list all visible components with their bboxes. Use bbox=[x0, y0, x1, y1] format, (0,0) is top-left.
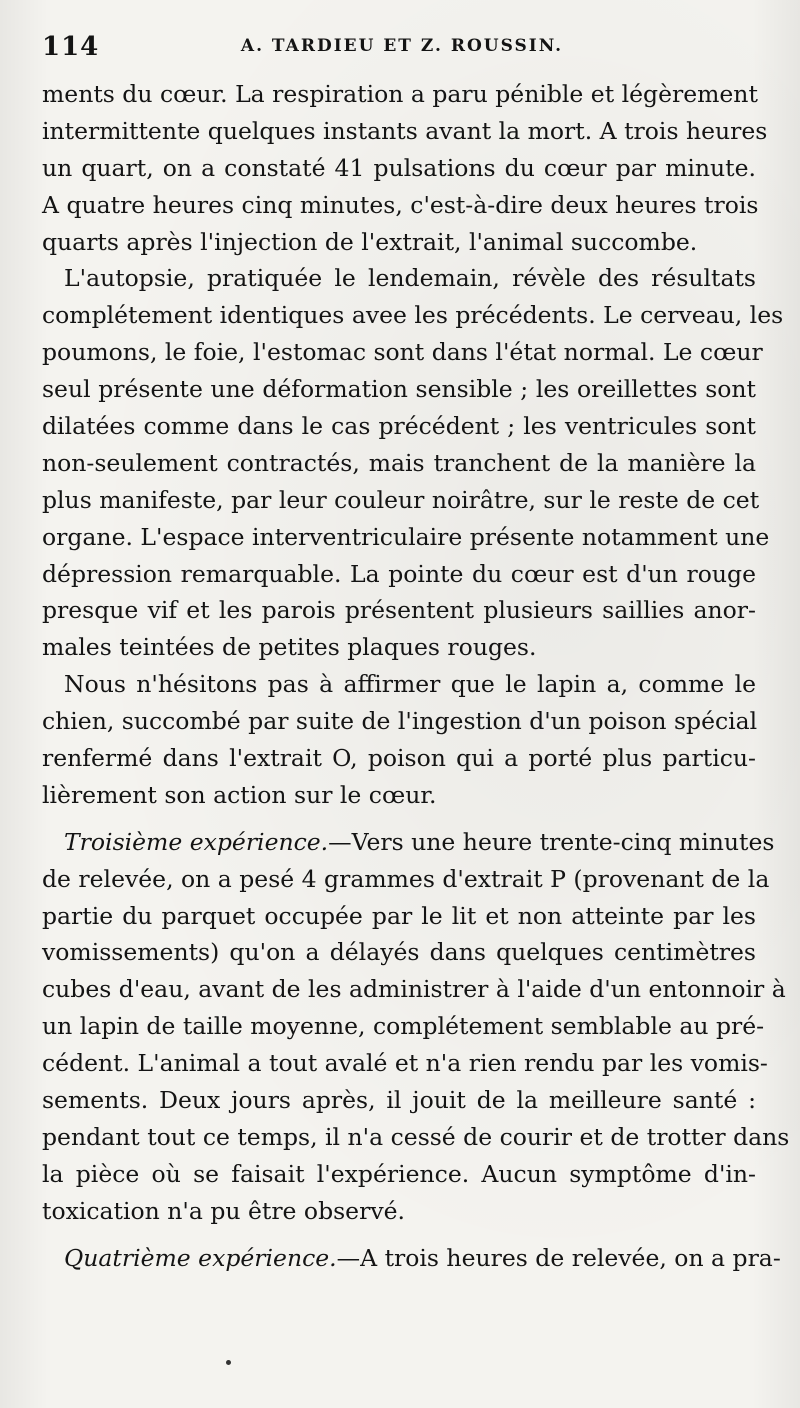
paragraph-experiment-4 bbox=[42, 1240, 781, 1277]
page-number: 114 bbox=[42, 32, 100, 62]
experiment-heading: Troisième expérience. bbox=[64, 827, 329, 856]
text-line: lièrement son action sur le cœur. bbox=[42, 780, 437, 809]
paragraph bbox=[42, 260, 784, 666]
text-line: non-seulement contractés, mais tranchent de la manière la bbox=[42, 448, 756, 477]
running-title: A. TARDIEU ET Z. ROUSSIN. bbox=[240, 36, 564, 56]
text-line: intermittente quelques instants avant la mort. A trois heures bbox=[42, 116, 768, 145]
text-line: presque vif et les parois présentent plusieurs saillies anor- bbox=[42, 596, 756, 625]
text-line: partie du parquet occupée par le lit et non atteinte par les bbox=[42, 901, 756, 930]
text-line bbox=[42, 1240, 781, 1277]
text-line: vomissements) qu'on a délayés dans quelques centimètres bbox=[42, 938, 756, 967]
text-line: pendant tout ce temps, il n'a cessé de courir et de trotter dans bbox=[42, 1122, 790, 1151]
text-line: complétement identiques avee les précédents. Le cerveau, les bbox=[42, 301, 784, 330]
text-line: L'autopsie, pratiquée le lendemain, révèle des résultats bbox=[64, 264, 756, 293]
text-line: males teintées de petites plaques rouges. bbox=[42, 633, 537, 662]
text-line: poumons, le foie, l'estomac sont dans l'état normal. Le cœur bbox=[42, 338, 763, 367]
text-line: dépression remarquable. La pointe du cœur est d'un rouge bbox=[42, 559, 756, 588]
paragraph bbox=[42, 666, 756, 814]
text-line: renfermé dans l'extrait O, poison qui a porté plus particu- bbox=[42, 744, 756, 773]
text-line: cédent. L'animal a tout avalé et n'a rien rendu par les vomis- bbox=[42, 1049, 768, 1078]
text-line: cubes d'eau, avant de les administrer à l'aide d'un entonnoir à bbox=[42, 975, 786, 1004]
ink-speck bbox=[226, 1360, 231, 1365]
text-line: quarts après l'injection de l'extrait, l'animal succombe. bbox=[42, 227, 698, 256]
running-head bbox=[42, 32, 762, 66]
paragraph bbox=[42, 76, 768, 260]
text-line: un quart, on a constaté 41 pulsations du cœur par minute. bbox=[42, 153, 756, 182]
text-line bbox=[42, 824, 775, 861]
text-line: organe. L'espace interventriculaire présente notamment une bbox=[42, 522, 770, 551]
text-line: A quatre heures cinq minutes, c'est-à-dire deux heures trois bbox=[42, 190, 759, 219]
text-line: la pièce où se faisait l'expérience. Aucun symptôme d'in- bbox=[42, 1159, 756, 1188]
text-line: chien, succombé par suite de l'ingestion d'un poison spécial bbox=[42, 707, 758, 736]
text-line: sements. Deux jours après, il jouit de la meilleure santé : bbox=[42, 1086, 756, 1115]
text-line: Nous n'hésitons pas à affirmer que le lapin a, comme le bbox=[64, 670, 756, 699]
text-line: de relevée, on a pesé 4 grammes d'extrait P (provenant de la bbox=[42, 864, 770, 893]
text-line: ments du cœur. La respiration a paru pénible et légèrement bbox=[42, 80, 758, 108]
text-run: —Vers une heure trente-cinq minutes bbox=[328, 827, 775, 856]
paragraph-experiment-3 bbox=[42, 824, 790, 1230]
text-line: toxication n'a pu être observé. bbox=[42, 1196, 405, 1225]
experiment-heading: Quatrième expérience. bbox=[64, 1243, 337, 1272]
text-line: un lapin de taille moyenne, complétement semblable au pré- bbox=[42, 1012, 765, 1041]
text-line: seul présente une déformation sensible ; les oreillettes sont bbox=[42, 375, 756, 404]
body-text bbox=[42, 76, 790, 1277]
text-line: plus manifeste, par leur couleur noirâtre, sur le reste de cet bbox=[42, 485, 760, 514]
text-run: —A trois heures de relevée, on a pra- bbox=[336, 1243, 781, 1272]
text-line: dilatées comme dans le cas précédent ; les ventricules sont bbox=[42, 412, 756, 441]
